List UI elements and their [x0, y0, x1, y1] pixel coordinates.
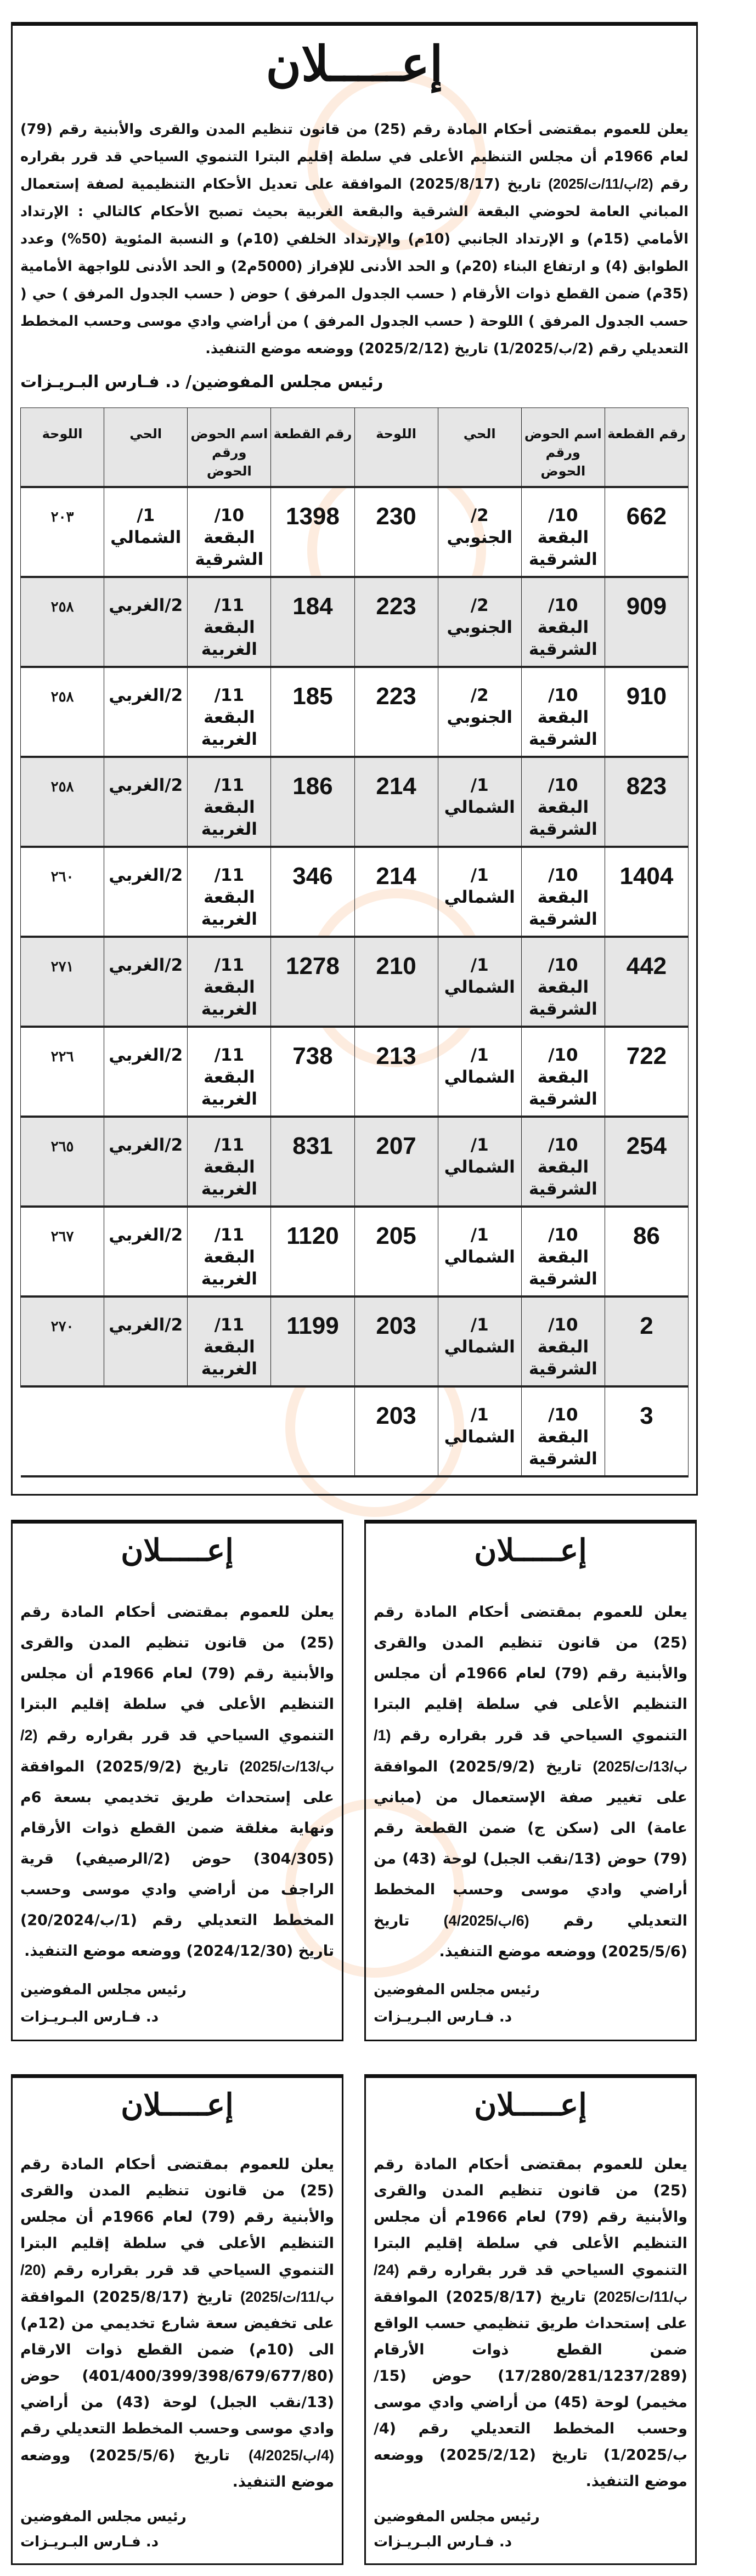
- table-cell: 203: [354, 1386, 438, 1476]
- table-cell: 86: [605, 1207, 688, 1297]
- table-cell: 2/الغربي: [104, 1027, 188, 1117]
- table-cell: 2/الجنوبي: [438, 667, 521, 757]
- table-cell: 185: [271, 667, 354, 757]
- announcement-title: إعـــــلان: [474, 1532, 587, 1569]
- table-cell: 184: [271, 577, 354, 667]
- table-row: [21, 1027, 689, 1117]
- table-row: [21, 757, 689, 847]
- announcement-title: إعـــــلان: [266, 35, 443, 92]
- table-cell: 909: [605, 577, 688, 667]
- main-announcement: [11, 22, 698, 1496]
- table-cell: ٢٦٠: [21, 847, 104, 937]
- table-cell: 214: [354, 847, 438, 937]
- table-cell: 910: [605, 667, 688, 757]
- table-cell: 823: [605, 757, 688, 847]
- table-cell: 1398: [271, 487, 354, 577]
- table-cell: 10/البقعة الشرقية: [521, 1207, 605, 1297]
- table-cell: 10/البقعة الشرقية: [521, 1027, 605, 1117]
- table-cell: 10/البقعة الشرقية: [521, 1297, 605, 1386]
- body-text: تاريخ (2025/5/6) ووضعه موضع التنفيذ.: [20, 2447, 334, 2490]
- signature-name: د. فـارس البـريـزات: [374, 2534, 512, 2550]
- table-cell: 210: [354, 937, 438, 1027]
- table-cell: 254: [605, 1117, 688, 1207]
- announcement-signature: [374, 1967, 687, 2031]
- column-header: الحي: [104, 408, 188, 488]
- table-cell: ٢٥٨: [21, 667, 104, 757]
- announcement-signature: [20, 1967, 334, 2031]
- announcement-signature: رئيس مجلس المفوضين/ د. فـارس البـريـزات: [20, 372, 383, 392]
- announcement-title: إعـــــلان: [121, 1532, 234, 1569]
- table-row: [21, 1117, 689, 1207]
- decision-number: (2/ب/11/ت/2025): [548, 177, 653, 192]
- table-cell: 1278: [271, 937, 354, 1027]
- table-row: [21, 937, 689, 1027]
- column-header: الحي: [438, 408, 521, 488]
- table-cell: 2/الغربي: [104, 847, 188, 937]
- signature-role: رئيس مجلس المفوضين: [374, 1981, 540, 1998]
- table-cell: 2/الغربي: [104, 757, 188, 847]
- announcement-title: إعـــــلان: [474, 2087, 587, 2123]
- decision-number: (24/ب/11/ت/2025): [374, 2262, 687, 2305]
- table-cell: 2/الجنوبي: [438, 487, 521, 577]
- announcement-signature: [20, 2495, 334, 2555]
- table-cell: 223: [354, 667, 438, 757]
- announcement-box-2: [11, 1520, 343, 2041]
- table-cell: 10/البقعة الشرقية: [521, 577, 605, 667]
- announcement-body: [20, 1597, 334, 1967]
- table-cell: 2/الغربي: [104, 1207, 188, 1297]
- table-cell: 10/البقعة الشرقية: [521, 757, 605, 847]
- table-cell: 11/البقعة الغربية: [188, 757, 271, 847]
- table-cell: 1/ الشمالي: [438, 1386, 521, 1476]
- body-text: تاريخ (2025/9/2) الموافقة على إستحداث طريق تخديمي بسعة 6م ونهاية مغلقة ضمن القطع ذوات الأرقام (304/305) حوض (2/الرصيفي) قرية الراجف من أراضي وادي موسى وحسب المخطط التعديلي رقم (1/ب/20/2024) تاريخ (2024/12/30) ووضعه موضع التنفيذ.: [20, 1758, 334, 1960]
- table-cell: 1/ الشمالي: [438, 1027, 521, 1117]
- decision-number: (1/ب/13/ت/2025): [374, 1727, 688, 1775]
- table-cell: 11/البقعة الغربية: [188, 1027, 271, 1117]
- column-header: اللوحة: [354, 408, 438, 488]
- table-cell: 1/ الشمالي: [438, 1117, 521, 1207]
- table-cell: 3: [605, 1386, 688, 1476]
- announcement-title: إعـــــلان: [121, 2087, 234, 2123]
- table-cell: 2/الغربي: [104, 1117, 188, 1207]
- table-cell: 11/البقعة الغربية: [188, 577, 271, 667]
- table-cell: 442: [605, 937, 688, 1027]
- table-cell: 203: [354, 1297, 438, 1386]
- table-cell: ٢٦٧: [21, 1207, 104, 1297]
- table-cell: 1404: [605, 847, 688, 937]
- table-cell: 2/الغربي: [104, 937, 188, 1027]
- table-cell: 11/البقعة الغربية: [188, 1117, 271, 1207]
- table-cell: ٢٥٨: [21, 577, 104, 667]
- body-text: يعلن للعموم بمقتضى أحكام المادة رقم (25) من قانون تنظيم المدن والقرى والأبنية رقم (79) لعام 1966م أن مجلس التنظيم الأعلى في سلطة إقليم البترا التنموي السياحي قد قرر بقراره رقم: [374, 2156, 687, 2279]
- signature-name: د. فـارس البـريـزات: [20, 2009, 159, 2025]
- signature-name: د. فـارس البـريـزات: [20, 2534, 159, 2550]
- table-cell: 2/الغربي: [104, 577, 188, 667]
- table-cell: ٢٥٨: [21, 757, 104, 847]
- table-cell: 223: [354, 577, 438, 667]
- body-text: تاريخ (2025/8/17) الموافقة على تعديل الأحكام التنظيمية لصفة إستعمال المباني العامة لحوضي البقعة الشرقية والبقعة الغربية بحيث تصبح الأحكام كالتالي : الإرتداد الأمامي (15م) و الإرتداد الجانبي (10م) والإرتداد الخلفي (10م) و النسبة المئوية (50%) وعدد الطوابق (4) و ارتفاع البناء (20م) و الحد الأدنى للإفراز (5000م2) و الحد الأدنى للواجهة الأمامية (35م) ضمن القطع ذوات الأرقام ( حسب الجدول المرفق ) حوض ( حسب الجدول المرفق ) حي ( حسب الجدول المرفق ) اللوحة ( حسب الجدول المرفق ) من أراضي وادي موسى وحسب المخطط التعديلي رقم (2/ب/1/2025) تاريخ (2025/2/12) ووضعه موضع التنفيذ.: [20, 176, 689, 357]
- table-cell: 2: [605, 1297, 688, 1386]
- table-row: [21, 847, 689, 937]
- table-cell: 831: [271, 1117, 354, 1207]
- table-row: [21, 1297, 689, 1386]
- announcement-box-1: [364, 1520, 697, 2041]
- table-cell: [21, 1386, 355, 1476]
- table-cell: 1/ الشمالي: [438, 757, 521, 847]
- announcement-body: [374, 1597, 687, 1967]
- table-cell: 346: [271, 847, 354, 937]
- table-cell: ٢٢٦: [21, 1027, 104, 1117]
- table-cell: 662: [605, 487, 688, 577]
- table-cell: ٢٠٣: [21, 487, 104, 577]
- table-cell: 10/البقعة الشرقية: [521, 487, 605, 577]
- announcement-signature: [374, 2495, 687, 2555]
- announcement-body: [20, 116, 689, 363]
- body-text: تاريخ (2025/8/17) الموافقة على إستحداث طريق تنظيمي حسب الواقع ضمن القطع ذوات الأرقام (17/280/281/1237/289) حوض (15/مخيمر) لوحة (45) من أراضي وادي موسى وحسب المخطط التعديلي رقم (4/ب/1/2025) تاريخ (2025/2/12) ووضعه موضع التنفيذ.: [374, 2289, 687, 2490]
- announcement-box-3: [364, 2074, 697, 2565]
- table-cell: 738: [271, 1027, 354, 1117]
- table-cell: 11/البقعة الغربية: [188, 1297, 271, 1386]
- table-cell: 11/البقعة الغربية: [188, 937, 271, 1027]
- table-cell: 11/البقعة الغربية: [188, 847, 271, 937]
- signature-role: رئيس مجلس المفوضين: [20, 1981, 187, 1998]
- table-cell: 1/ الشمالي: [104, 487, 188, 577]
- body-text: يعلن للعموم بمقتضى أحكام المادة رقم (25) من قانون تنظيم المدن والقرى والأبنية رقم (79) لعام 1966م أن مجلس التنظيم الأعلى في سلطة إقليم البترا التنموي السياحي قد قرر بقراره رقم: [374, 1604, 687, 1744]
- table-cell: 11/البقعة الغربية: [188, 1207, 271, 1297]
- table-cell: 10/البقعة الشرقية: [521, 1386, 605, 1476]
- table-cell: 2/الغربي: [104, 1297, 188, 1386]
- column-header: اللوحة: [21, 408, 104, 488]
- table-row: [21, 577, 689, 667]
- decision-number: (4/ب/4/2025): [248, 2447, 334, 2464]
- table-cell: 1/ الشمالي: [438, 937, 521, 1027]
- table-cell: 10/البقعة الشرقية: [521, 1117, 605, 1207]
- decision-number: (2/ب/13/ت/2025): [20, 1727, 335, 1775]
- body-text: تاريخ (2025/5/6) ووضعه موضع التنفيذ.: [374, 1912, 687, 1960]
- table-cell: 10/البقعة الشرقية: [521, 667, 605, 757]
- table-cell: 2/الجنوبي: [438, 577, 521, 667]
- column-header: اسم الحوض ورقم الحوض: [521, 408, 605, 488]
- column-header: اسم الحوض ورقم الحوض: [188, 408, 271, 488]
- table-cell: ٢٦٥: [21, 1117, 104, 1207]
- table-row: [21, 667, 689, 757]
- table-cell: 230: [354, 487, 438, 577]
- table-row: [21, 1386, 689, 1476]
- body-text: يعلن للعموم بمقتضى أحكام المادة رقم (25) من قانون تنظيم المدن والقرى والأبنية رقم (79) لعام 1966م أن مجلس التنظيم الأعلى في سلطة إقليم البترا التنموي السياحي قد قرر بقراره رقم: [20, 2156, 334, 2279]
- table-row: [21, 1207, 689, 1297]
- table-cell: 1120: [271, 1207, 354, 1297]
- table-cell: 205: [354, 1207, 438, 1297]
- table-cell: ٢٧١: [21, 937, 104, 1027]
- column-header: رقم القطعة: [271, 408, 354, 488]
- table-cell: 186: [271, 757, 354, 847]
- table-cell: 2/الغربي: [104, 667, 188, 757]
- decision-number: (6/ب/4/2025): [443, 1912, 529, 1929]
- table-cell: 1/ الشمالي: [438, 1207, 521, 1297]
- signature-name: د. فـارس البـريـزات: [374, 2009, 512, 2025]
- table-cell: 10/البقعة الشرقية: [188, 487, 271, 577]
- table-cell: 214: [354, 757, 438, 847]
- table-row: [21, 487, 689, 577]
- table-cell: 722: [605, 1027, 688, 1117]
- column-header: رقم القطعة: [605, 408, 688, 488]
- table-cell: ٢٧٠: [21, 1297, 104, 1386]
- body-text: يعلن للعموم بمقتضى أحكام المادة رقم (25) من قانون تنظيم المدن والقرى والأبنية رقم (79) لعام 1966م أن مجلس التنظيم الأعلى في سلطة إقليم البترا التنموي السياحي قد قرر بقراره رقم: [20, 1604, 334, 1744]
- announcement-body: [20, 2152, 334, 2495]
- body-text: تاريخ (2025/9/2) الموافقة على تغيير صفة الإستعمال من (مباني عامة) الى (سكن ج) ضمن القطعة رقم (79) حوض (13/نقب الجبل) لوحة (43) من أراضي وادي موسى وحسب المخطط التعديلي رقم: [374, 1758, 688, 1929]
- table-cell: 207: [354, 1117, 438, 1207]
- announcement-body: [374, 2152, 687, 2495]
- table-cell: 11/البقعة الغربية: [188, 667, 271, 757]
- table-cell: 1/ الشمالي: [438, 1297, 521, 1386]
- table-cell: 10/البقعة الشرقية: [521, 937, 605, 1027]
- body-text: يعلن للعموم بمقتضى أحكام المادة رقم (25) من قانون تنظيم المدن والقرى والأبنية رقم (79) لعام 1966م أن مجلس التنظيم الأعلى في سلطة إقليم البترا التنموي السياحي قد قرر بقراره رقم: [20, 121, 689, 193]
- table-cell: 213: [354, 1027, 438, 1117]
- table-cell: 1/ الشمالي: [438, 847, 521, 937]
- announcements-grid: [11, 1520, 697, 2565]
- body-text: تاريخ (2025/8/17) الموافقة على تخفيض سعة شارع تخديمي من (12م) الى (10م) ضمن القطع ذوات الارقام (401/400/399/398/679/677/80) حوض (13/نقب الجبل) لوحة (43) من أراضي وادي موسى وحسب المخطط التعديلي رقم: [20, 2289, 335, 2437]
- table-cell: 1199: [271, 1297, 354, 1386]
- table-header-row: [21, 408, 689, 488]
- plots-table: [20, 407, 689, 1477]
- signature-role: رئيس مجلس المفوضين: [20, 2509, 187, 2525]
- decision-number: (20/ب/11/ت/2025): [20, 2262, 334, 2305]
- table-cell: 10/البقعة الشرقية: [521, 847, 605, 937]
- announcement-box-4: [11, 2074, 343, 2565]
- signature-role: رئيس مجلس المفوضين: [374, 2509, 540, 2525]
